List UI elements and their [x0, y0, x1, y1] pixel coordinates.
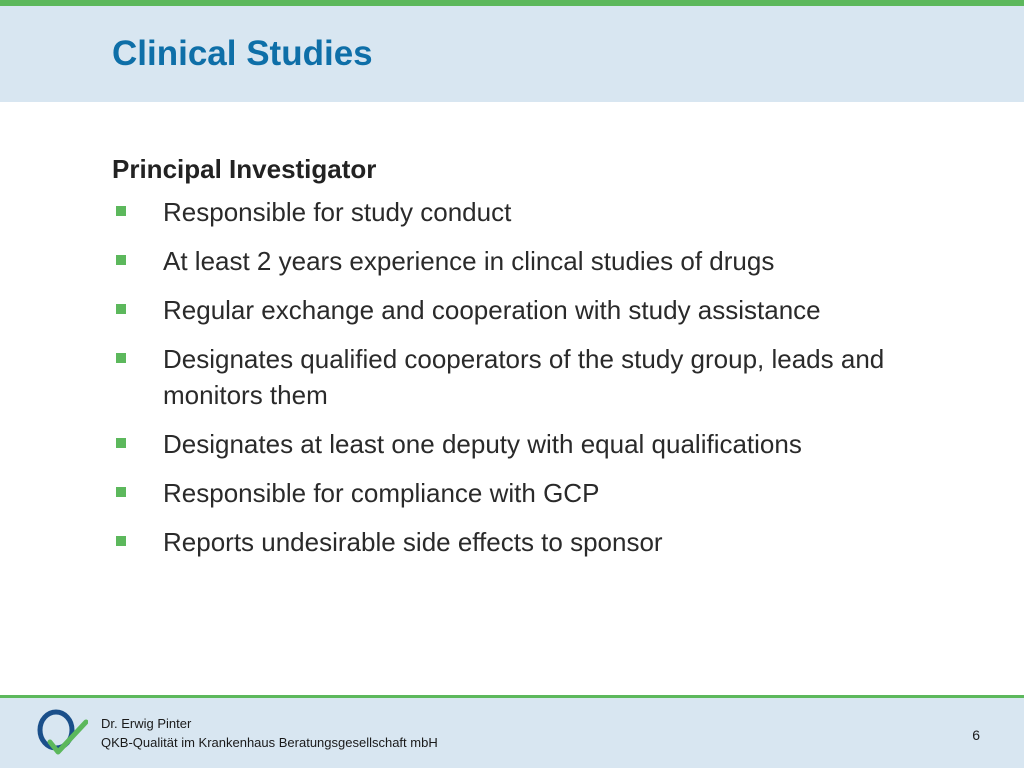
- list-item: [112, 292, 972, 328]
- list-item: [112, 341, 972, 413]
- slide-title: Clinical Studies: [112, 34, 373, 73]
- list-item: [112, 194, 972, 230]
- footer-author: Dr. Erwig Pinter: [101, 716, 192, 731]
- green-square-bullet-icon: [116, 206, 126, 216]
- bullet-text: Regular exchange and cooperation with study assistance: [163, 295, 821, 325]
- page-number: 6: [972, 727, 980, 743]
- green-square-bullet-icon: [116, 487, 126, 497]
- bullet-text: Designates qualified cooperators of the study group, leads and monitors them: [163, 344, 885, 410]
- green-square-bullet-icon: [116, 438, 126, 448]
- footer-band: [0, 698, 1024, 768]
- bullet-text: At least 2 years experience in clincal studies of drugs: [163, 246, 775, 276]
- section-subheading: Principal Investigator: [112, 154, 377, 184]
- list-item: [112, 475, 972, 511]
- list-item: [112, 524, 972, 560]
- qkb-logo-icon: [34, 708, 88, 758]
- bullet-list: [112, 194, 972, 560]
- footer-company: QKB-Qualität im Krankenhaus Beratungsgesellschaft mbH: [101, 735, 438, 750]
- green-square-bullet-icon: [116, 255, 126, 265]
- green-square-bullet-icon: [116, 353, 126, 363]
- green-square-bullet-icon: [116, 536, 126, 546]
- list-item: [112, 243, 972, 279]
- bullet-text: Responsible for compliance with GCP: [163, 478, 600, 508]
- bullet-text: Designates at least one deputy with equal qualifications: [163, 429, 802, 459]
- green-square-bullet-icon: [116, 304, 126, 314]
- bullet-text: Responsible for study conduct: [163, 197, 512, 227]
- slide-content: [112, 152, 972, 573]
- bullet-text: Reports undesirable side effects to sponsor: [163, 527, 663, 557]
- list-item: [112, 426, 972, 462]
